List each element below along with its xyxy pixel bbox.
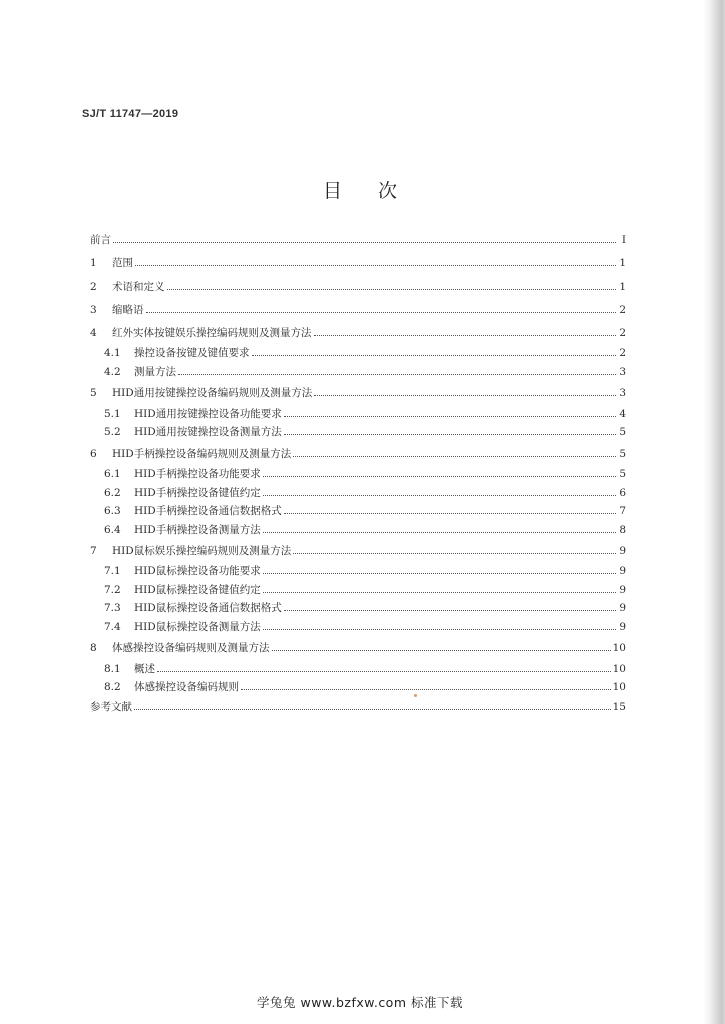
- toc-entry-number: 5: [90, 387, 97, 400]
- toc-entry-title: 缩略语: [112, 303, 144, 316]
- page-title: 目次: [322, 180, 433, 202]
- toc-entry-number: 4: [90, 327, 97, 340]
- toc-entry-title: 体感操控设备编码规则及测量方法: [112, 642, 270, 655]
- toc-entry-title: 操控设备按键及键值要求: [134, 347, 250, 360]
- toc-entry[interactable]: [90, 562, 626, 581]
- toc-entry-page: 3: [619, 387, 626, 400]
- toc-entry[interactable]: [90, 484, 626, 503]
- toc-entry-number: 4.2: [104, 365, 121, 378]
- toc-entry-number: 8.2: [104, 681, 121, 694]
- toc-entry[interactable]: [90, 300, 626, 321]
- toc-entry-page: 9: [619, 583, 626, 596]
- toc-entry[interactable]: [90, 444, 626, 465]
- toc-entry[interactable]: [90, 344, 626, 363]
- toc-entry-title: HID手柄操控设备功能要求: [134, 468, 261, 481]
- toc-entry-number: 8: [90, 642, 97, 655]
- scan-page-edge: [703, 0, 725, 1024]
- toc-entry-title: HID手柄操控设备通信数据格式: [134, 505, 282, 518]
- toc-dot-leader: [167, 289, 617, 290]
- toc-entry-title: HID鼠标操控设备测量方法: [134, 620, 261, 633]
- toc-entry[interactable]: [90, 230, 626, 251]
- toc-entry-number: 1: [90, 257, 97, 270]
- toc-entry-title: 参考文献: [90, 700, 132, 713]
- toc-entry-page: 7: [619, 505, 626, 518]
- toc-entry-title: 概述: [134, 662, 155, 675]
- toc-dot-leader: [314, 335, 617, 336]
- toc-dot-leader: [241, 689, 611, 690]
- toc-entry-page: 9: [619, 565, 626, 578]
- toc-entry-number: 5.2: [104, 426, 121, 439]
- toc-entry-number: 8.1: [104, 662, 121, 675]
- toc-entry-title: HID鼠标操控设备功能要求: [134, 565, 261, 578]
- toc-entry-title: 术语和定义: [112, 280, 165, 293]
- toc-entry-title: HID通用按键操控设备测量方法: [134, 426, 282, 439]
- toc-dot-leader: [293, 553, 616, 554]
- toc-entry[interactable]: [90, 383, 626, 404]
- toc-dot-leader: [272, 650, 611, 651]
- toc-entry-page: 5: [619, 447, 626, 460]
- toc-entry[interactable]: [90, 678, 626, 697]
- toc-entry-page: 9: [619, 620, 626, 633]
- toc-entry[interactable]: [90, 502, 626, 521]
- toc-dot-leader: [263, 573, 616, 574]
- toc-entry[interactable]: [90, 521, 626, 540]
- toc-entry-title: HID手柄操控设备编码规则及测量方法: [112, 447, 292, 460]
- toc-entry-number: 2: [90, 280, 97, 293]
- toc-entry-title: 前言: [90, 234, 111, 246]
- toc-entry-page: 9: [619, 602, 626, 615]
- toc-entry-number: 6.2: [104, 486, 121, 499]
- toc-entry-title: 范围: [112, 257, 133, 270]
- toc-dot-leader: [263, 532, 616, 533]
- toc-entry-title: 体感操控设备编码规则: [134, 681, 239, 694]
- toc-entry-title: HID鼠标操控设备通信数据格式: [134, 602, 282, 615]
- toc-entry-number: 6.4: [104, 523, 121, 536]
- toc-entry-number: 6.3: [104, 505, 121, 518]
- toc-dot-leader: [263, 495, 616, 496]
- toc-entry-page: 3: [619, 365, 626, 378]
- toc-entry-page: 2: [619, 347, 626, 360]
- table-of-contents: [90, 230, 626, 718]
- toc-entry-page: 9: [619, 545, 626, 558]
- toc-entry-page: 6: [619, 486, 626, 499]
- toc-entry-page: 1: [619, 280, 626, 293]
- toc-entry-number: 7.4: [104, 620, 121, 633]
- toc-entry-page: 10: [612, 662, 626, 675]
- toc-dot-leader: [284, 434, 616, 435]
- toc-dot-leader: [252, 355, 617, 356]
- toc-dot-leader: [284, 416, 616, 417]
- toc-entry-page: 2: [619, 303, 626, 316]
- toc-dot-leader: [284, 513, 616, 514]
- footer-watermark: 学兔兔 www.bzfxw.com 标准下载: [257, 995, 463, 1010]
- toc-entry-number: 7.1: [104, 565, 121, 578]
- toc-dot-leader: [293, 456, 616, 457]
- toc-entry-page: 15: [612, 700, 626, 713]
- toc-entry[interactable]: [90, 581, 626, 600]
- toc-dot-leader: [134, 709, 611, 710]
- toc-dot-leader: [157, 671, 611, 672]
- toc-entry-title: HID鼠标操控设备键值约定: [134, 583, 261, 596]
- toc-entry-title: HID通用按键操控设备编码规则及测量方法: [112, 387, 313, 400]
- toc-dot-leader: [135, 265, 616, 266]
- toc-entry-page: 10: [612, 681, 626, 694]
- toc-entry-page: 8: [619, 523, 626, 536]
- toc-entry-number: 7.3: [104, 602, 121, 615]
- toc-dot-leader: [146, 312, 617, 313]
- toc-entry-title: HID鼠标娱乐操控编码规则及测量方法: [112, 545, 292, 558]
- toc-entry-number: 7: [90, 545, 97, 558]
- toc-entry-number: 7.2: [104, 583, 121, 596]
- toc-entry[interactable]: [90, 660, 626, 679]
- toc-dot-leader: [113, 242, 616, 243]
- toc-entry-title: 测量方法: [134, 365, 176, 378]
- toc-dot-leader: [314, 395, 616, 396]
- toc-entry-number: 4.1: [104, 347, 121, 360]
- toc-entry[interactable]: [90, 363, 626, 382]
- toc-entry-title: HID手柄操控设备测量方法: [134, 523, 261, 536]
- toc-entry[interactable]: [90, 423, 626, 442]
- toc-entry-page: 10: [612, 642, 626, 655]
- toc-entry[interactable]: [90, 323, 626, 344]
- toc-entry-page: 5: [619, 426, 626, 439]
- toc-entry-page: 5: [619, 468, 626, 481]
- toc-entry[interactable]: [90, 277, 626, 298]
- toc-dot-leader: [284, 610, 616, 611]
- toc-entry-page: 4: [619, 407, 626, 420]
- toc-dot-leader: [178, 374, 616, 375]
- toc-entry[interactable]: [90, 253, 626, 274]
- document-code: SJ/T 11747—2019: [82, 108, 179, 120]
- toc-dot-leader: [263, 592, 616, 593]
- toc-entry[interactable]: [90, 405, 626, 424]
- toc-entry-number: 6.1: [104, 468, 121, 481]
- toc-entry[interactable]: [90, 638, 626, 659]
- toc-entry-number: 3: [90, 303, 97, 316]
- toc-entry-page: 2: [619, 327, 626, 340]
- toc-dot-leader: [263, 476, 616, 477]
- toc-entry-title: HID通用按键操控设备功能要求: [134, 407, 282, 420]
- scan-speck: [414, 694, 417, 697]
- toc-entry-page: I: [621, 234, 626, 246]
- toc-entry-number: 5.1: [104, 407, 121, 420]
- toc-entry[interactable]: [90, 697, 626, 718]
- toc-entry[interactable]: [90, 618, 626, 637]
- toc-entry-title: HID手柄操控设备键值约定: [134, 486, 261, 499]
- toc-entry[interactable]: [90, 599, 626, 618]
- toc-entry-number: 6: [90, 447, 97, 460]
- toc-entry[interactable]: [90, 541, 626, 562]
- toc-entry-page: 1: [619, 257, 626, 270]
- toc-dot-leader: [263, 629, 616, 630]
- toc-entry[interactable]: [90, 465, 626, 484]
- toc-entry-title: 红外实体按键娱乐操控编码规则及测量方法: [112, 327, 312, 340]
